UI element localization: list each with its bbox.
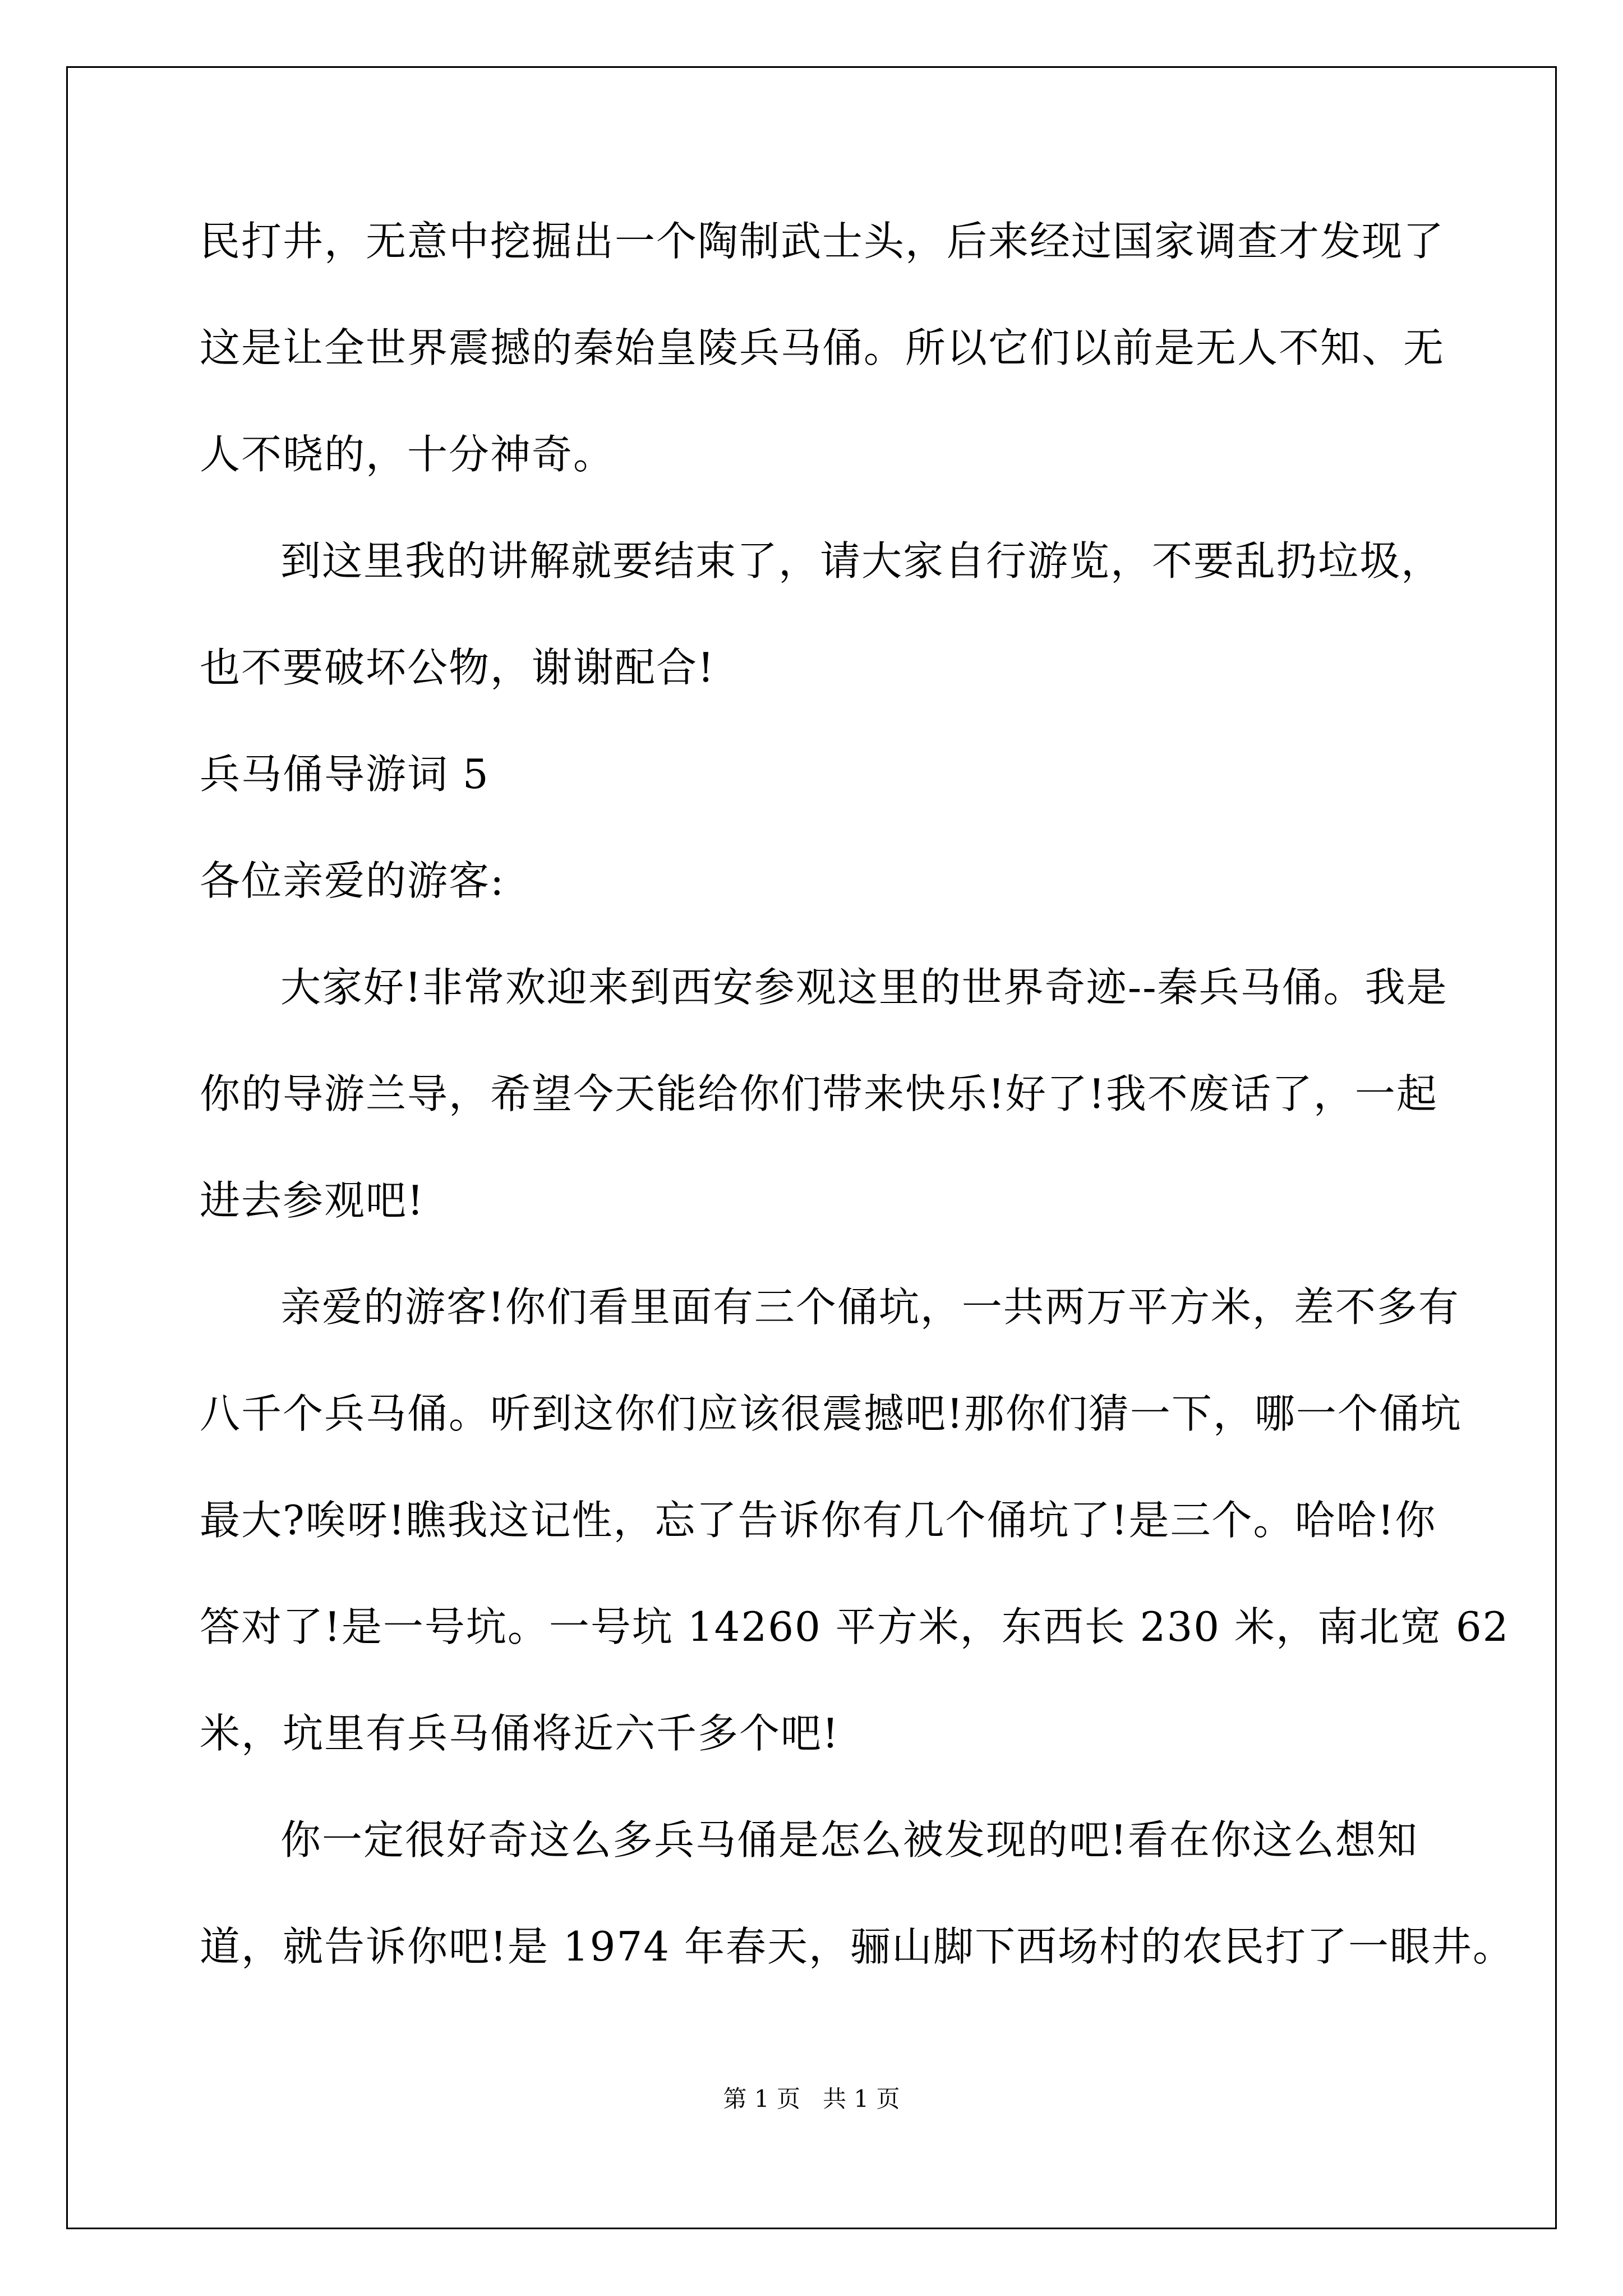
page-border (66, 66, 1557, 2229)
text-line: 进去参观吧! (200, 1177, 425, 1224)
text-line: 道，就告诉你吧!是 1974 年春天，骊山脚下西场村的农民打了一眼井。 (200, 1923, 1514, 1970)
paragraph-start-line: 到这里我的讲解就要结束了，请大家自行游览，不要乱扔垃圾， (280, 537, 1443, 585)
section-heading: 兵马俑导游词 5 (200, 751, 490, 798)
text-line: 也不要破坏公物，谢谢配合! (200, 644, 715, 691)
paragraph-start-line: 亲爱的游客!你们看里面有三个俑坑，一共两万平方米，差不多有 (280, 1283, 1460, 1331)
text-line: 八千个兵马俑。听到这你们应该很震撼吧!那你们猜一下，哪一个俑坑 (200, 1390, 1462, 1437)
text-line: 最大?唉呀!瞧我这记性，忘了告诉你有几个俑坑了!是三个。哈哈!你 (200, 1497, 1437, 1544)
page-footer: 第 1 页 共 1 页 (723, 2085, 900, 2113)
text-line: 答对了!是一号坑。一号坑 14260 平方米，东西长 230 米，南北宽 62 (200, 1603, 1510, 1650)
text-line: 这是让全世界震撼的秦始皇陵兵马俑。所以它们以前是无人不知、无 (200, 324, 1445, 371)
salutation-line: 各位亲爱的游客: (200, 857, 505, 904)
text-line: 人不晓的，十分神奇。 (200, 431, 615, 478)
paragraph-start-line: 你一定很好奇这么多兵马俑是怎么被发现的吧!看在你这么想知 (280, 1816, 1418, 1864)
text-line: 你的导游兰导，希望今天能给你们带来快乐!好了!我不废话了，一起 (200, 1070, 1438, 1117)
text-line: 民打井，无意中挖掘出一个陶制武士头，后来经过国家调查才发现了 (200, 218, 1445, 265)
paragraph-start-line: 大家好!非常欢迎来到西安参观这里的世界奇迹--秦兵马俑。我是 (280, 964, 1448, 1011)
text-line: 米，坑里有兵马俑将近六千多个吧! (200, 1710, 840, 1757)
